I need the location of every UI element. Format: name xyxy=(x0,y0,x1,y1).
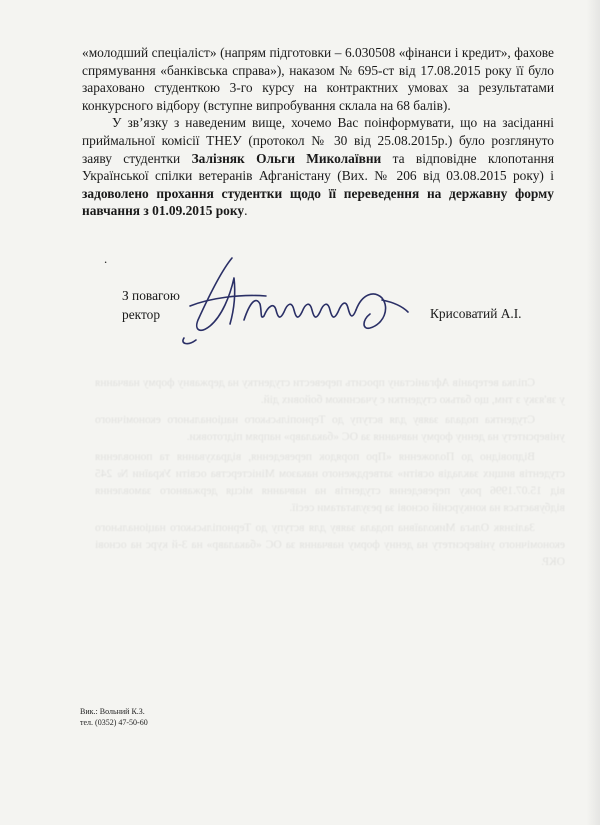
executor-info xyxy=(80,706,148,728)
rector-signature xyxy=(170,250,420,350)
letter-body xyxy=(82,44,554,220)
bleed-through-text: Спілка ветеранів Афганістану просить перевести студентку на державну форму навчання у зв'язку з тим, що батько студентки є учасником бойових дій. Студентка подала заяву для вступу до Тернопільського національного економічного університету на денну форму навчання за ОС «бакалавр» напрям підготовки. Відповідно до Положення «Про порядок переведення, відрахування та поновлення студентів вищих закладів освіти» затвердженого наказом Міністерства освіти України № 245 від 15.07.1996 року переведення студентів на навчання місця державного замовлення відбувається на конкурсній основі за результатами сесії. Залізняк Ольга Миколаївна подала заяву для вступу до Тернопільського національного економічного університету на денну форму навчання за ОС «бакалавр» на 3-й курс на основі ОКР. xyxy=(95,377,565,568)
paragraph-decision-middle: та відповідне клопотання Української спілки ветеранів Афганістану (Вих. № 206 від 03.08.2015 року) і xyxy=(82,150,554,184)
paragraph-enrollment xyxy=(82,44,554,114)
executor-phone: тел. (0352) 47-50-60 xyxy=(80,718,148,727)
stray-dot: . xyxy=(104,251,108,266)
closing-position: ректор xyxy=(122,307,161,322)
decision-statement: задоволено прохання студентки щодо її переведення на державну форму навчання з 01.09.2015 року xyxy=(82,185,554,219)
paragraph-decision-intro: У зв’язку з наведеним вище, хочемо Вас поінформувати, що на засіданні приймальної комісії ТНЕУ (протокол № 30 від 25.08.2015р.) було розглянуто заяву студентки xyxy=(82,115,554,166)
paragraph-decision-end: . xyxy=(244,203,248,219)
rector-name: Крисоватий А.І. xyxy=(430,306,522,321)
closing-regards: З повагою xyxy=(122,288,180,303)
executor-name: Вик.: Вольний К.З. xyxy=(80,707,145,716)
paragraph-decision xyxy=(82,114,554,220)
student-name: Залізняк Ольги Миколаївни xyxy=(191,150,382,166)
paragraph-enrollment-text: «молодший спеціаліст» (напрям підготовки – 6.030508 «фінанси і кредит», фахове спрямування «банківська справа»), наказом № 695-ст від 17.08.2015 року її було зараховано студенткою 3-го курсу на контрактних умовах за результатами конкурсного відбору (вступне випробування склала на 68 балів). xyxy=(82,45,554,113)
page-edge-shadow xyxy=(586,0,600,825)
